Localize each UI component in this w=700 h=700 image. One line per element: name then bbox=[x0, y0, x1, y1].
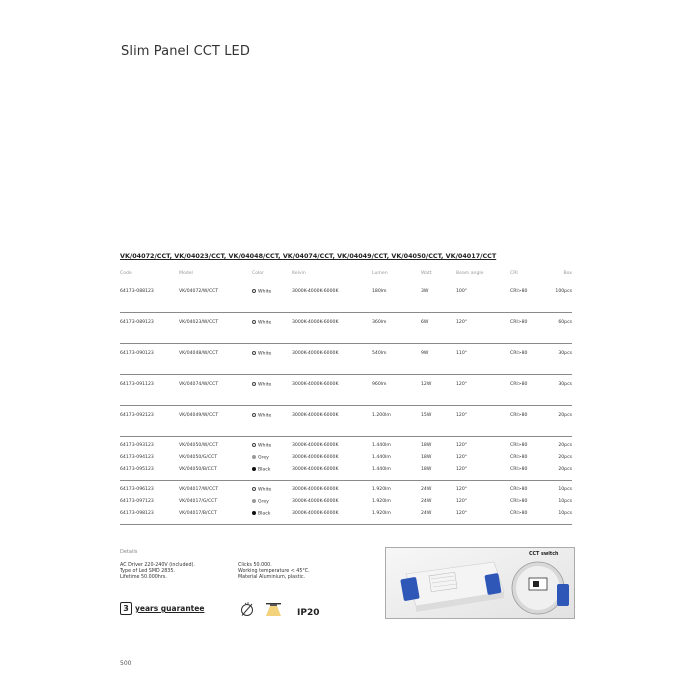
cell-model: VK/04017/W/CCT bbox=[179, 487, 219, 492]
details-line: Material Aluminium, plastic. bbox=[238, 575, 305, 581]
cell-model: VK/04023/W/CCT bbox=[179, 320, 219, 325]
cell-code: 64173-091123 bbox=[120, 382, 154, 387]
cell-watt: 18W bbox=[421, 455, 432, 460]
table-body bbox=[120, 282, 572, 525]
page-title: Slim Panel CCT LED bbox=[121, 44, 250, 59]
cell-lumen: 1.920lm bbox=[372, 487, 391, 492]
cell-lumen: 1.440lm bbox=[372, 455, 391, 460]
cell-cri: CRI>80 bbox=[510, 511, 528, 516]
cell-beam-angle: 120° bbox=[456, 443, 468, 448]
color-name: Grey bbox=[258, 455, 269, 461]
cell-cri: CRI>80 bbox=[510, 487, 528, 492]
cell-kelvin: 3000K-4000K-6000K bbox=[292, 443, 339, 448]
cell-box: 60pcs bbox=[558, 320, 572, 325]
ip-rating: IP20 bbox=[297, 608, 320, 618]
cell-model: VK/04050/W/CCT bbox=[179, 443, 219, 448]
column-header-model: Model bbox=[179, 271, 193, 276]
cell-color bbox=[252, 455, 269, 461]
color-swatch-icon bbox=[252, 443, 256, 447]
cell-kelvin: 3000K-4000K-6000K bbox=[292, 351, 339, 356]
cell-watt: 24W bbox=[421, 499, 432, 504]
table-row bbox=[120, 410, 572, 422]
details-label: Details bbox=[120, 549, 138, 555]
column-header-cri: CRI bbox=[510, 271, 518, 276]
cell-beam-angle: 100° bbox=[456, 289, 468, 294]
cell-code: 64173-094123 bbox=[120, 455, 154, 460]
cell-watt: 15W bbox=[421, 413, 432, 418]
column-header-beam-angle: Beam angle bbox=[456, 271, 484, 276]
table-row bbox=[120, 508, 572, 520]
cell-beam-angle: 120° bbox=[456, 467, 468, 472]
table-row bbox=[120, 484, 572, 496]
color-swatch-icon bbox=[252, 289, 256, 293]
cell-kelvin: 3000K-4000K-6000K bbox=[292, 413, 339, 418]
cct-switch-label: CCT switch bbox=[529, 552, 559, 557]
cell-model: VK/04048/W/CCT bbox=[179, 351, 219, 356]
cell-beam-angle: 120° bbox=[456, 413, 468, 418]
cell-beam-angle: 120° bbox=[456, 487, 468, 492]
details-line: Type of Led SMD 2835. bbox=[120, 569, 175, 575]
cell-lumen: 960lm bbox=[372, 382, 387, 387]
cell-cri: CRI>80 bbox=[510, 413, 528, 418]
cell-color bbox=[252, 320, 271, 326]
cell-lumen: 1.920lm bbox=[372, 499, 391, 504]
cell-code: 64173-093123 bbox=[120, 443, 154, 448]
table-row-group bbox=[120, 344, 572, 375]
color-swatch-icon bbox=[252, 455, 256, 459]
cell-lumen: 180lm bbox=[372, 289, 387, 294]
table-row-group bbox=[120, 282, 572, 313]
cell-model: VK/04017/B/CCT bbox=[179, 511, 217, 516]
cell-code: 64173-092123 bbox=[120, 413, 154, 418]
color-name: White bbox=[258, 351, 272, 357]
cell-lumen: 1.440lm bbox=[372, 467, 391, 472]
table-row bbox=[120, 286, 572, 298]
cell-box: 30pcs bbox=[558, 351, 572, 356]
cell-box: 10pcs bbox=[558, 511, 572, 516]
cell-model: VK/04050/G/CCT bbox=[179, 455, 218, 460]
details-line: Lifetime 50.000hrs. bbox=[120, 575, 167, 581]
table-row bbox=[120, 496, 572, 508]
column-header-color: Color bbox=[252, 271, 264, 276]
cell-box: 20pcs bbox=[558, 413, 572, 418]
cell-color bbox=[252, 413, 271, 419]
cell-code: 64173-098123 bbox=[120, 511, 154, 516]
cell-watt: 24W bbox=[421, 511, 432, 516]
cell-box: 20pcs bbox=[558, 455, 572, 460]
color-swatch-icon bbox=[252, 467, 256, 471]
cell-kelvin: 3000K-4000K-6000K bbox=[292, 511, 339, 516]
cell-watt: 18W bbox=[421, 467, 432, 472]
column-header-watt: Watt bbox=[421, 271, 432, 276]
cell-lumen: 540lm bbox=[372, 351, 387, 356]
color-swatch-icon bbox=[252, 382, 256, 386]
details-line: Clicks 50.000. bbox=[238, 563, 272, 568]
cell-code: 64173-088123 bbox=[120, 289, 154, 294]
cell-code: 64173-095123 bbox=[120, 467, 154, 472]
cell-kelvin: 3000K-4000K-6000K bbox=[292, 320, 339, 325]
cell-code: 64173-089123 bbox=[120, 320, 154, 325]
cell-box: 20pcs bbox=[558, 443, 572, 448]
table-row bbox=[120, 379, 572, 391]
cell-model: VK/04072/W/CCT bbox=[179, 289, 219, 294]
cell-watt: 18W bbox=[421, 443, 432, 448]
led-driver-image bbox=[386, 548, 574, 618]
cell-model: VK/04050/B/CCT bbox=[179, 467, 217, 472]
product-photo bbox=[385, 547, 575, 619]
cell-beam-angle: 120° bbox=[456, 382, 468, 387]
color-name: White bbox=[258, 382, 272, 388]
cell-cri: CRI>80 bbox=[510, 382, 528, 387]
cell-kelvin: 3000K-4000K-6000K bbox=[292, 499, 339, 504]
cell-watt: 24W bbox=[421, 487, 432, 492]
page-number: 500 bbox=[120, 660, 132, 667]
cell-cri: CRI>80 bbox=[510, 467, 528, 472]
cell-kelvin: 3000K-4000K-6000K bbox=[292, 467, 339, 472]
details-left-column bbox=[120, 563, 195, 582]
color-swatch-icon bbox=[252, 320, 256, 324]
cell-code: 64173-097123 bbox=[120, 499, 154, 504]
color-swatch-icon bbox=[252, 511, 256, 515]
cell-color bbox=[252, 289, 271, 295]
color-swatch-icon bbox=[252, 413, 256, 417]
cell-cri: CRI>80 bbox=[510, 320, 528, 325]
cell-color bbox=[252, 499, 269, 505]
cell-lumen: 1.200lm bbox=[372, 413, 391, 418]
column-header-kelvin: Kelvin bbox=[292, 271, 306, 276]
color-name: White bbox=[258, 487, 272, 493]
table-row-group bbox=[120, 375, 572, 406]
cell-code: 64173-090123 bbox=[120, 351, 154, 356]
color-swatch-icon bbox=[252, 487, 256, 491]
cell-beam-angle: 120° bbox=[456, 499, 468, 504]
spec-table bbox=[120, 268, 572, 525]
guarantee-badge bbox=[120, 602, 204, 615]
cell-box: 20pcs bbox=[558, 467, 572, 472]
cell-lumen: 1.920lm bbox=[372, 511, 391, 516]
cell-cri: CRI>80 bbox=[510, 499, 528, 504]
color-name: White bbox=[258, 413, 272, 419]
color-swatch-icon bbox=[252, 499, 256, 503]
cell-color bbox=[252, 382, 271, 388]
color-name: White bbox=[258, 289, 272, 295]
color-name: Black bbox=[258, 511, 271, 517]
cell-beam-angle: 120° bbox=[456, 511, 468, 516]
cell-watt: 9W bbox=[421, 351, 429, 356]
cell-color bbox=[252, 467, 270, 473]
cell-box: 100pcs bbox=[555, 289, 572, 294]
cell-lumen: 360lm bbox=[372, 320, 387, 325]
cell-box: 10pcs bbox=[558, 499, 572, 504]
table-row bbox=[120, 317, 572, 329]
cell-kelvin: 3000K-4000K-6000K bbox=[292, 382, 339, 387]
cell-color bbox=[252, 487, 271, 493]
cell-cri: CRI>80 bbox=[510, 351, 528, 356]
cell-box: 30pcs bbox=[558, 382, 572, 387]
cell-watt: 3W bbox=[421, 289, 429, 294]
cell-beam-angle: 110° bbox=[456, 351, 468, 356]
table-row-group bbox=[120, 481, 572, 525]
cell-color bbox=[252, 443, 271, 449]
guarantee-years-number: 3 bbox=[120, 602, 132, 615]
cell-model: VK/04049/W/CCT bbox=[179, 413, 219, 418]
table-row bbox=[120, 440, 572, 452]
color-name: White bbox=[258, 320, 272, 326]
table-header-row bbox=[120, 268, 572, 282]
table-row-group bbox=[120, 313, 572, 344]
column-header-code: Code bbox=[120, 271, 132, 276]
cell-kelvin: 3000K-4000K-6000K bbox=[292, 487, 339, 492]
models-header: VK/04072/CCT, VK/04023/CCT, VK/04048/CCT, VK/04074/CCT, VK/04049/CCT, VK/04050/CCT, VK/04017/CCT bbox=[120, 252, 497, 260]
cell-watt: 6W bbox=[421, 320, 429, 325]
cell-beam-angle: 120° bbox=[456, 455, 468, 460]
cell-beam-angle: 120° bbox=[456, 320, 468, 325]
table-row bbox=[120, 464, 572, 476]
table-row-group bbox=[120, 406, 572, 437]
cell-cri: CRI>80 bbox=[510, 443, 528, 448]
column-header-box: Box bbox=[563, 271, 572, 276]
table-row-group bbox=[120, 437, 572, 481]
cell-color bbox=[252, 351, 271, 357]
column-header-lumen: Lumen bbox=[372, 271, 388, 276]
cell-cri: CRI>80 bbox=[510, 289, 528, 294]
cell-model: VK/04074/W/CCT bbox=[179, 382, 219, 387]
details-line: Working temperature < 45°C. bbox=[238, 569, 310, 575]
cell-code: 64173-096123 bbox=[120, 487, 154, 492]
no-dimming-icon bbox=[239, 601, 255, 617]
cell-watt: 12W bbox=[421, 382, 432, 387]
cell-box: 10pcs bbox=[558, 487, 572, 492]
cell-kelvin: 3000K-4000K-6000K bbox=[292, 289, 339, 294]
table-row bbox=[120, 348, 572, 360]
color-name: White bbox=[258, 443, 272, 449]
details-line: AC Driver 220-240V (included). bbox=[120, 563, 195, 568]
color-swatch-icon bbox=[252, 351, 256, 355]
cell-color bbox=[252, 511, 270, 517]
cell-model: VK/04017/G/CCT bbox=[179, 499, 218, 504]
cell-cri: CRI>80 bbox=[510, 455, 528, 460]
cell-kelvin: 3000K-4000K-6000K bbox=[292, 455, 339, 460]
details-right-column bbox=[238, 563, 310, 582]
recessed-lamp-icon bbox=[265, 601, 282, 617]
table-row bbox=[120, 452, 572, 464]
guarantee-text: years guarantee bbox=[135, 604, 205, 613]
cell-lumen: 1.440lm bbox=[372, 443, 391, 448]
color-name: Grey bbox=[258, 499, 269, 505]
color-name: Black bbox=[258, 467, 271, 473]
